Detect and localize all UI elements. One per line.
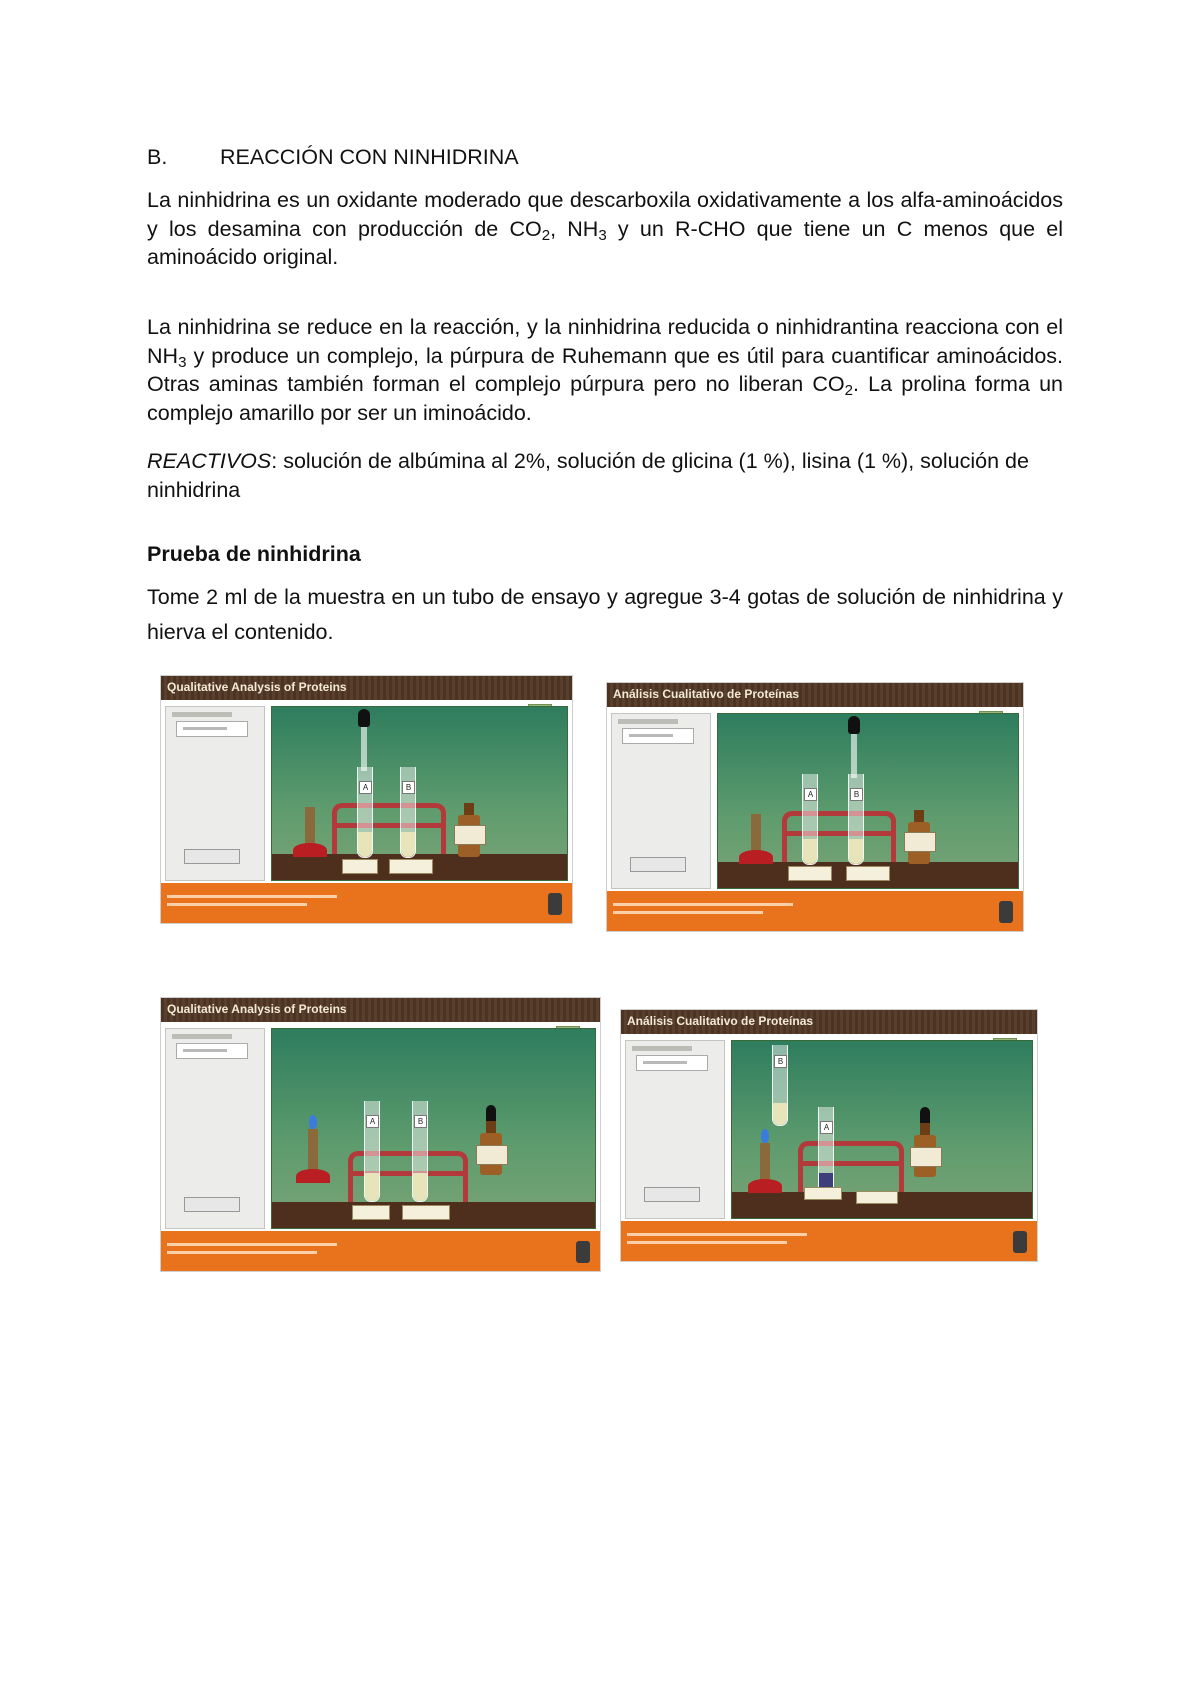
reagents-label: REACTIVOS — [147, 449, 272, 473]
experiment-dropdown — [636, 1055, 708, 1071]
paragraph-2 — [147, 313, 1063, 427]
title-bar — [161, 676, 572, 700]
dropper-tube — [851, 734, 857, 778]
control-panel — [165, 706, 265, 881]
reset-button — [644, 1187, 700, 1202]
test-tube-a — [357, 767, 373, 858]
experiment-dropdown — [176, 1043, 248, 1059]
title-bar — [607, 683, 1023, 707]
panel-label — [172, 1034, 232, 1039]
sample-card-a — [342, 859, 378, 874]
test-tube-rack — [782, 811, 896, 862]
sample-card-b — [856, 1191, 898, 1204]
test-tube-b — [772, 1045, 788, 1126]
sample-card-a — [804, 1187, 842, 1200]
tube-a-label: A — [366, 1115, 379, 1128]
lab-scene — [731, 1040, 1033, 1219]
simulation-title: Análisis Cualitativo de Proteínas — [613, 687, 800, 701]
control-panel — [611, 713, 711, 889]
tube-a-label: A — [359, 781, 372, 794]
test-tube-rack — [798, 1141, 904, 1192]
burner-base — [293, 843, 327, 857]
paragraph-2-part-a: La ninhidrina se reduce en la reacción, y la ninhidrina reducida o ninhidrantina reacciona con el NH — [147, 315, 1063, 368]
test-tube-a — [802, 774, 818, 865]
emblem-icon — [548, 893, 562, 915]
tube-b-label: B — [774, 1055, 787, 1068]
simulation-screenshot-4 — [620, 1009, 1038, 1262]
sample-card-a — [788, 866, 832, 881]
section-heading — [147, 145, 519, 170]
sample-card-b — [389, 859, 433, 874]
co2-subscript: 2 — [541, 226, 551, 244]
dropper-icon — [848, 716, 860, 734]
bottle-label — [454, 825, 486, 845]
panel-label — [618, 719, 678, 724]
simulation-footer — [161, 883, 572, 923]
sample-card-b — [846, 866, 890, 881]
nh3-subscript: 3 — [178, 353, 187, 371]
simulation-footer — [607, 891, 1023, 931]
sample-card-b — [402, 1205, 450, 1220]
panel-label — [632, 1046, 692, 1051]
bottle-label — [476, 1145, 508, 1165]
reset-button — [184, 1197, 240, 1212]
test-tube-b — [400, 767, 416, 858]
tube-b-label: B — [850, 788, 863, 801]
flame-icon — [761, 1129, 769, 1143]
section-number: B. — [147, 145, 168, 169]
simulation-title: Análisis Cualitativo de Proteínas — [627, 1014, 814, 1028]
paragraph-1-part-a: La ninhidrina es un oxidante moderado que descarboxila oxidativamente a los alfa-aminoácidos y los desamina con producción de CO — [147, 188, 1063, 241]
reagents-paragraph — [147, 447, 1063, 504]
test-instructions: Tome 2 ml de la muestra en un tubo de ensayo y agregue 3-4 gotas de solución de ninhidrina y hierva el contenido. — [147, 585, 1063, 644]
simulation-footer — [621, 1221, 1037, 1261]
experiment-dropdown — [176, 721, 248, 737]
test-title: Prueba de ninhidrina — [147, 542, 361, 566]
tube-a-label: A — [804, 788, 817, 801]
simulation-footer — [161, 1231, 600, 1271]
paragraph-2-part-c: . La prolina forma un complejo amarillo por ser un iminoácido. — [147, 372, 1063, 425]
rack-crossbar — [782, 831, 896, 836]
title-bar — [161, 998, 600, 1022]
paragraph-2-part-b: y produce un complejo, la púrpura de Ruhemann que es útil para cuantificar aminoácidos. Otras aminas también forman el complejo púrpura pero no liberan CO — [147, 343, 1063, 396]
test-tube-rack — [332, 803, 446, 854]
flame-icon — [309, 1115, 317, 1129]
nh3-subscript: 3 — [598, 226, 607, 244]
test-tube-b — [848, 774, 864, 865]
test-tube-b — [412, 1101, 428, 1202]
emblem-icon — [999, 901, 1013, 923]
reset-button — [184, 849, 240, 864]
burner-base — [296, 1169, 330, 1183]
tube-b-label: B — [402, 781, 415, 794]
simulation-title: Qualitative Analysis of Proteins — [167, 680, 347, 694]
section-title: REACCIÓN CON NINHIDRINA — [220, 145, 519, 169]
lab-scene — [717, 713, 1019, 889]
simulation-screenshot-3 — [160, 997, 601, 1272]
rack-crossbar — [332, 823, 446, 828]
rack-crossbar — [798, 1161, 904, 1166]
reagents-text: : solución de albúmina al 2%, solución de glicina (1 %), lisina (1 %), solución de ninhidrina — [147, 449, 1029, 502]
simulation-screenshot-1 — [160, 675, 573, 924]
control-panel — [165, 1028, 265, 1229]
emblem-icon — [1013, 1231, 1027, 1253]
tube-b-label: B — [414, 1115, 427, 1128]
sample-card-a — [352, 1205, 390, 1220]
tube-a-label: A — [820, 1121, 833, 1134]
emblem-icon — [576, 1241, 590, 1263]
simulation-screenshot-2 — [606, 682, 1024, 932]
lab-scene — [271, 1028, 596, 1229]
dropper-icon — [358, 709, 370, 727]
bottle-label — [904, 832, 936, 852]
test-tube-a — [364, 1101, 380, 1202]
panel-label — [172, 712, 232, 717]
burner-base — [739, 850, 773, 864]
control-panel — [625, 1040, 725, 1219]
co2-subscript: 2 — [844, 381, 853, 399]
lab-scene — [271, 706, 568, 881]
dropper-tube — [361, 727, 367, 771]
paragraph-1-part-b: , NH — [550, 216, 599, 241]
bottle-label — [910, 1147, 942, 1167]
title-bar — [621, 1010, 1037, 1034]
reset-button — [630, 857, 686, 872]
paragraph-1-part-c: y un R-CHO que tiene un C menos que el aminoácido original. — [147, 216, 1064, 269]
simulation-title: Qualitative Analysis of Proteins — [167, 1002, 347, 1016]
paragraph-1 — [147, 186, 1063, 272]
burner-base — [748, 1179, 782, 1193]
experiment-dropdown — [622, 728, 694, 744]
